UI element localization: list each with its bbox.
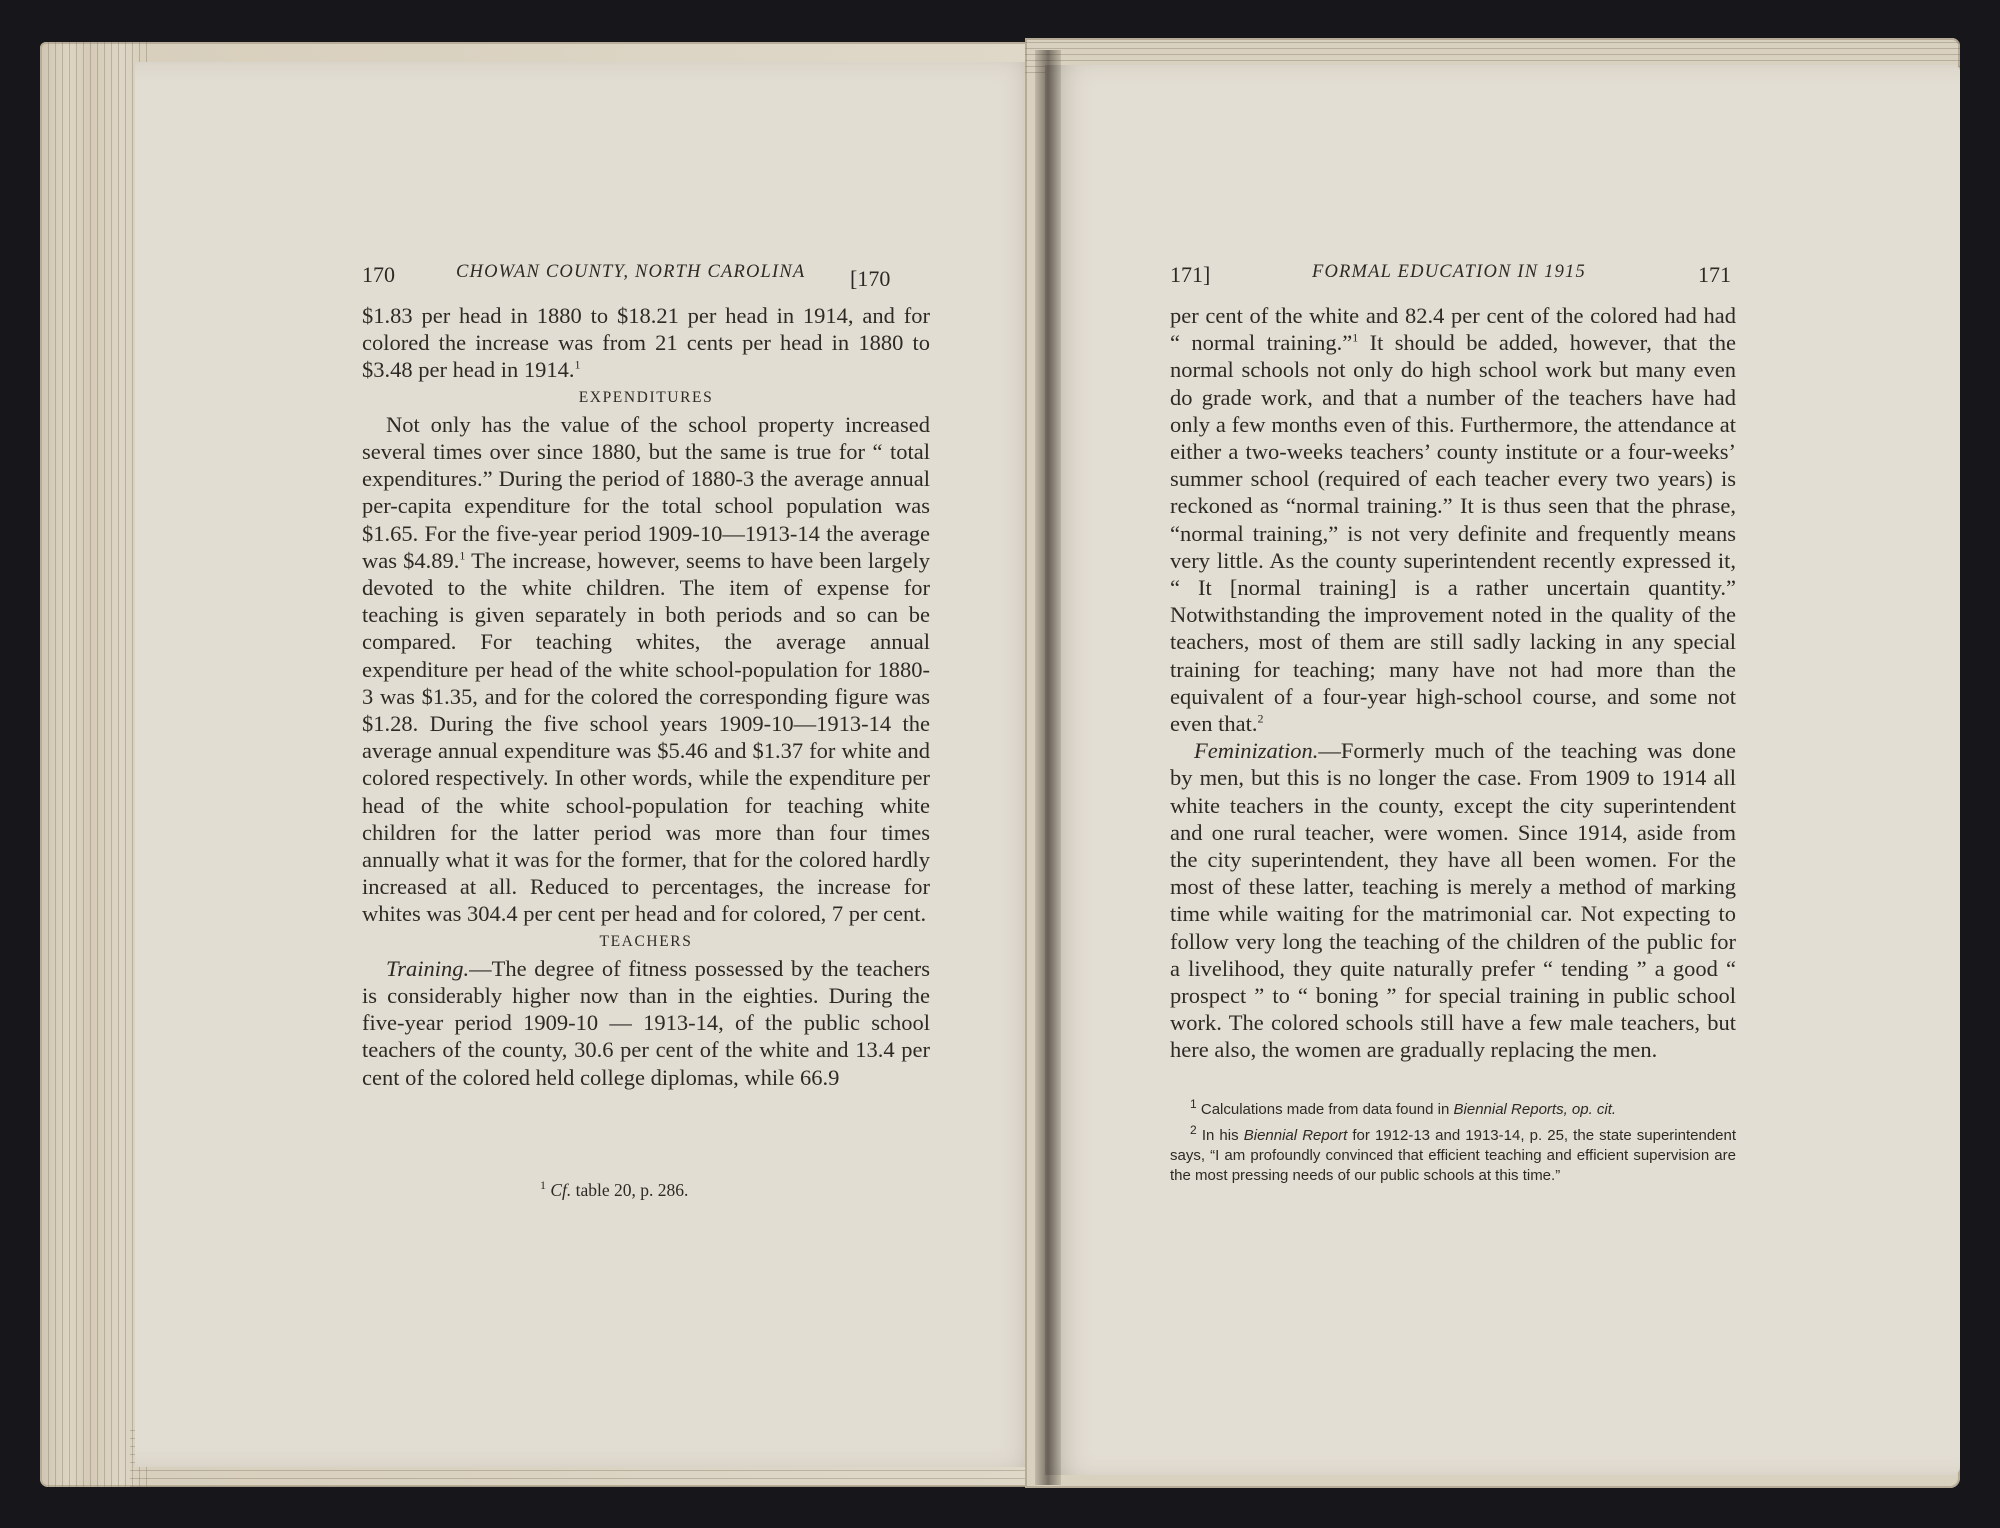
footnote-mark: 1 <box>540 1178 546 1193</box>
paragraph-text: $1.83 per head in 1880 to $18.21 per head in 1914, and for colored the increase was from 21 cents per head in 1880 to $3.48 per head in 1914. <box>362 303 930 383</box>
right-page-number: 171 <box>1698 262 1731 287</box>
right-page-number-bracket: 171] <box>1170 262 1211 287</box>
right-text-column <box>1170 302 1736 1064</box>
footnote-text: table 20, p. 286. <box>571 1180 689 1200</box>
section-heading-teachers: TEACHERS <box>599 932 693 950</box>
footnote-text: In his <box>1201 1127 1244 1144</box>
paragraph-text: It should be added, however, that the normal schools not only do high school work but many even do grade work, and that a number of the teachers have had only a few months even of this. Furthermore, the attendance at either a two-weeks teachers’ county institute or a four-weeks’ summer school (required of each teacher every two years) is reckoned as “normal training.” It is thus seen that the phrase, “normal training,” is not very definite and frequently means very little. As the county superintendent recently expressed it, “ It [normal training] is a rather uncertain quantity.” Notwithstanding the improvement noted in the quality of the teachers, most of them are still sadly lacking in any special training for teaching; many have not had more than the equivalent of a four-year high-school course, and some not even that. <box>1170 330 1736 737</box>
footnote-ref: 2 <box>1257 711 1264 726</box>
footnote-text: Calculations made from data found in <box>1200 1101 1454 1118</box>
footnote <box>1170 1123 1737 1186</box>
footnote-italic: Cf. <box>550 1180 572 1200</box>
paragraph-text: The increase, however, seems to have been largely devoted to the white children. The item of expense for teaching is given separately in both periods and so can be compared. For teaching whites, the average annual expenditure per head of the white school-population for 1880-3 was $1.35, and for the colored the corresponding figure was $1.28. During the five school years 1909-10—1913-14 the average annual expenditure was $5.46 and $1.37 for white and colored respectively. In other words, while the expenditure per head of the white school-population for teaching white children for the latter period was more than four times annually what it was for the former, that for the colored hardly increased at all. Reduced to percentages, the increase for whites was 304.4 per cent per head and for colored, 7 per cent. <box>362 547 930 927</box>
paragraph <box>1170 302 1736 737</box>
paragraph <box>1170 737 1736 1063</box>
footnote-ref: 1 <box>459 548 466 563</box>
paragraph-text: per cent of the white and 82.4 per cent of the colored had had “ normal training.” <box>1170 303 1736 356</box>
paragraph-text: —The degree of fitness possessed by the teachers is considerably higher now than in the eighties. During the five-year period 1909-10 — 1913-14, of the public school teachers of the county, 30.6 per cent of the white and 13.4 per cent of the colored held college diplomas, while 66.9 <box>362 955 930 1090</box>
paragraph-text: —Formerly much of the teaching was done by men, but this is no longer the case. From 1909 to 1914 all white teachers in the county, except the city superintendent and one rural teacher, were women. Since 1914, aside from the city superintendent, they have all been women. For the most of these latter, teaching is merely a method of marking time while waiting for the matrimonial car. Not expecting to follow very long the teaching of the children of the public for a livelihood, they quite naturally prefer “ tending ” a good “ prospect ” to “ boning ” for special training in public school work. The colored schools still have a few male teachers, but here also, the women are gradually replacing the men. <box>1170 738 1736 1063</box>
section-heading-expenditures: EXPENDITURES <box>578 388 714 406</box>
paragraph <box>362 302 930 384</box>
run-in-heading: Feminization. <box>1194 738 1319 764</box>
paragraph <box>362 411 930 928</box>
footnote-ref: 1 <box>574 357 581 372</box>
run-in-heading: Training. <box>386 955 470 981</box>
paragraph <box>362 955 930 1091</box>
left-text-column <box>362 302 930 1091</box>
footnote <box>1170 1097 1736 1120</box>
right-footnotes <box>1170 1097 1737 1192</box>
left-footnote <box>540 1180 688 1201</box>
footnote-italic: Biennial Reports, op. cit. <box>1453 1101 1617 1118</box>
left-running-title: CHOWAN COUNTY, NORTH CAROLINA <box>456 262 806 282</box>
footnote-ref: 1 <box>1352 330 1359 345</box>
book-gutter <box>1035 50 1061 1485</box>
footnote-mark: 1 <box>1190 1097 1197 1111</box>
paragraph-text: Not only has the value of the school property increased several times over since 1880, but the same is true for “ total expenditures.” During the period of 1880-3 the average annual per-capita expenditure for the total school population was $1.65. For the five-year period 1909-10—1913-14 the average was $4.89. <box>362 411 930 573</box>
footnote-italic: Biennial Report <box>1243 1127 1348 1144</box>
footnote-text: for 1912-13 and 1913-14, p. 25, the state superintendent says, “I am profoundly convinced that efficient teaching and efficient supervision are the most pressing needs of our public schools at this time.” <box>1170 1127 1737 1184</box>
footnote-mark: 2 <box>1190 1123 1197 1137</box>
left-page-number-bracket: [170 <box>850 266 891 291</box>
right-running-title: FORMAL EDUCATION IN 1915 <box>1312 262 1586 282</box>
left-page-number: 170 <box>362 262 395 287</box>
